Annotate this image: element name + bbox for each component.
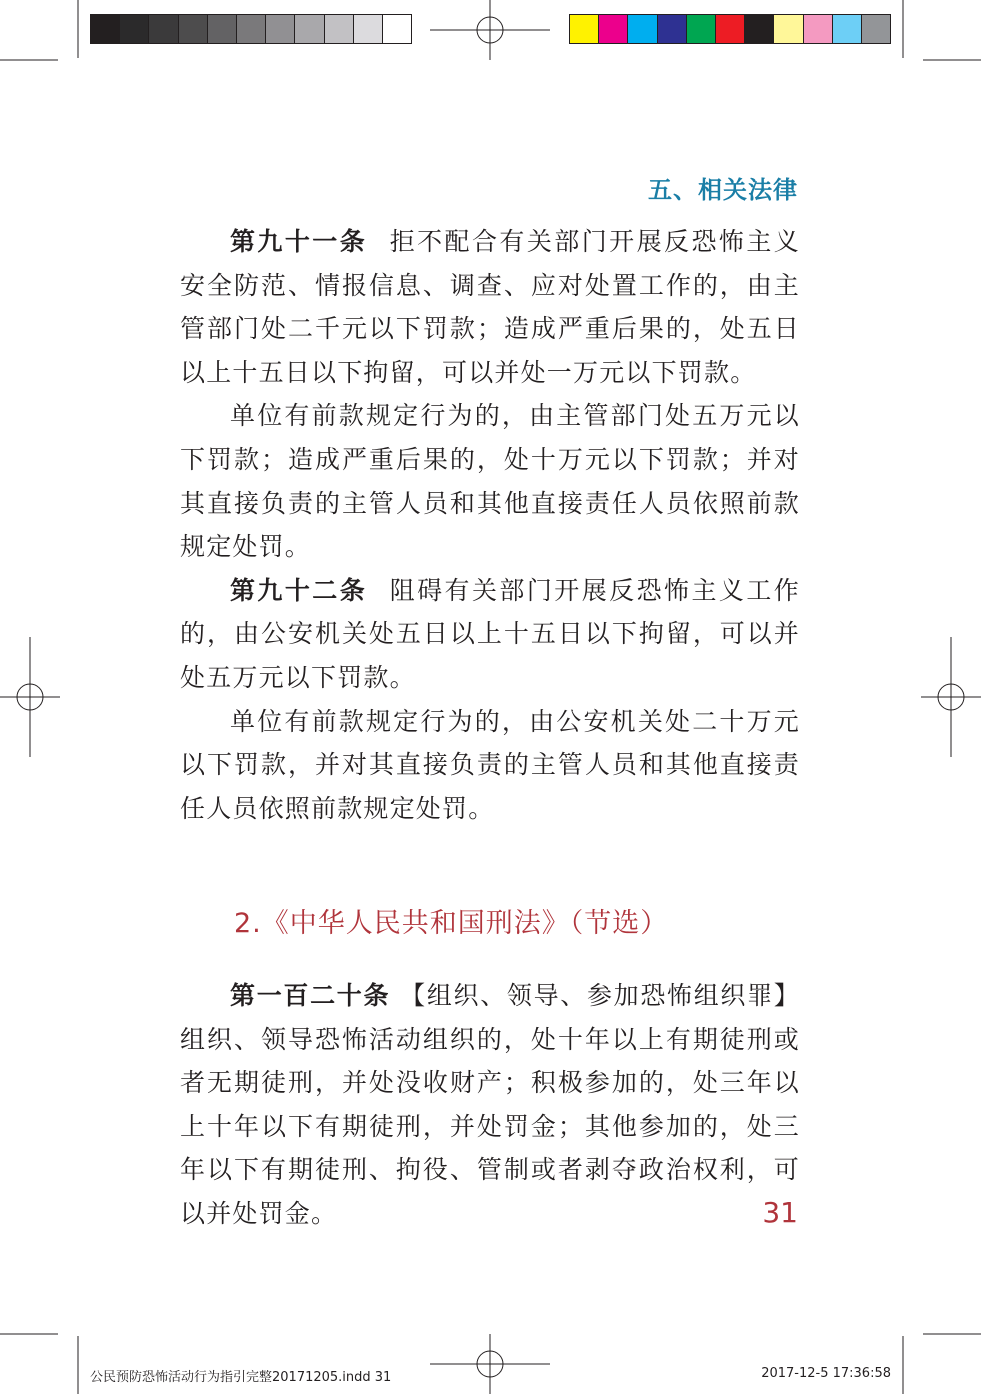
article-text: 单位有前款规定行为的，由主管部门处五万元以下罚款；造成严重后果的，处十万元以下罚款；并对其直接负责的主管人员和其他直接责任人员依照前款规定处罚。 <box>180 401 800 562</box>
calibration-swatch <box>149 15 178 43</box>
calibration-swatch <box>804 15 833 43</box>
calibration-swatch <box>325 15 354 43</box>
law-heading: 2.《中华人民共和国刑法》（节选） <box>234 908 669 940</box>
grayscale-calibration-bar <box>90 14 412 44</box>
calibration-swatch <box>716 15 745 43</box>
article-number: 第一百二十条 <box>230 980 391 1010</box>
calibration-swatch <box>383 15 411 43</box>
registration-mark-left <box>0 637 60 757</box>
calibration-swatch <box>570 15 599 43</box>
calibration-swatch <box>91 15 120 43</box>
article-92 <box>180 569 800 700</box>
file-slug: 公民预防恐怖活动行为指引完整20171205.indd 31 <box>90 1370 392 1385</box>
registration-mark-top <box>430 0 550 60</box>
calibration-swatch <box>628 15 657 43</box>
article-text: 单位有前款规定行为的，由公安机关处二十万元以下罚款，并对其直接负责的主管人员和其他直接责任人员依照前款规定处罚。 <box>180 706 800 823</box>
article-text: 阻碍有关部门开展反恐怖主义工作的，由公安机关处五日以上十五日以下拘留，可以并处五万元以下罚款。 <box>180 575 800 692</box>
calibration-swatch <box>237 15 266 43</box>
calibration-swatch <box>658 15 687 43</box>
calibration-swatch <box>354 15 383 43</box>
calibration-swatch <box>266 15 295 43</box>
article-text: 拒不配合有关部门开展反恐怖主义安全防范、情报信息、调查、应对处置工作的，由主管部门处二千元以下罚款；造成严重后果的，处五日以上十五日以下拘留，可以并处一万元以下罚款。 <box>180 227 800 387</box>
article-91 <box>180 220 800 394</box>
article-91-para-2 <box>180 394 800 568</box>
calibration-swatch <box>833 15 862 43</box>
article-number: 第九十二条 <box>230 575 368 605</box>
calibration-swatch <box>208 15 237 43</box>
article-120 <box>180 974 800 1236</box>
calibration-swatch <box>745 15 774 43</box>
registration-mark-right <box>921 637 981 757</box>
page-number: 31 <box>762 1196 798 1229</box>
timestamp-slug: 2017-12-5 17:36:58 <box>761 1366 891 1381</box>
calibration-swatch <box>862 15 890 43</box>
article-number: 第九十一条 <box>230 227 368 256</box>
calibration-swatch <box>774 15 803 43</box>
calibration-swatch <box>120 15 149 43</box>
section-title: 五、相关法律 <box>648 176 798 204</box>
calibration-swatch <box>687 15 716 43</box>
article-92-para-2 <box>180 700 800 831</box>
article-text: 【组织、领导、参加恐怖组织罪】组织、领导恐怖活动组织的，处十年以上有期徒刑或者无期徒刑，并处没收财产；积极参加的，处三年以上十年以下有期徒刑，并处罚金；其他参加的，处三年以下有期徒刑、拘役、管制或者剥夺政治权利，可以并处罚金。 <box>180 980 800 1228</box>
document-body <box>180 220 800 1235</box>
calibration-swatch <box>295 15 324 43</box>
registration-mark-bottom <box>430 1334 550 1394</box>
calibration-swatch <box>599 15 628 43</box>
color-calibration-bar <box>569 14 891 44</box>
calibration-swatch <box>179 15 208 43</box>
